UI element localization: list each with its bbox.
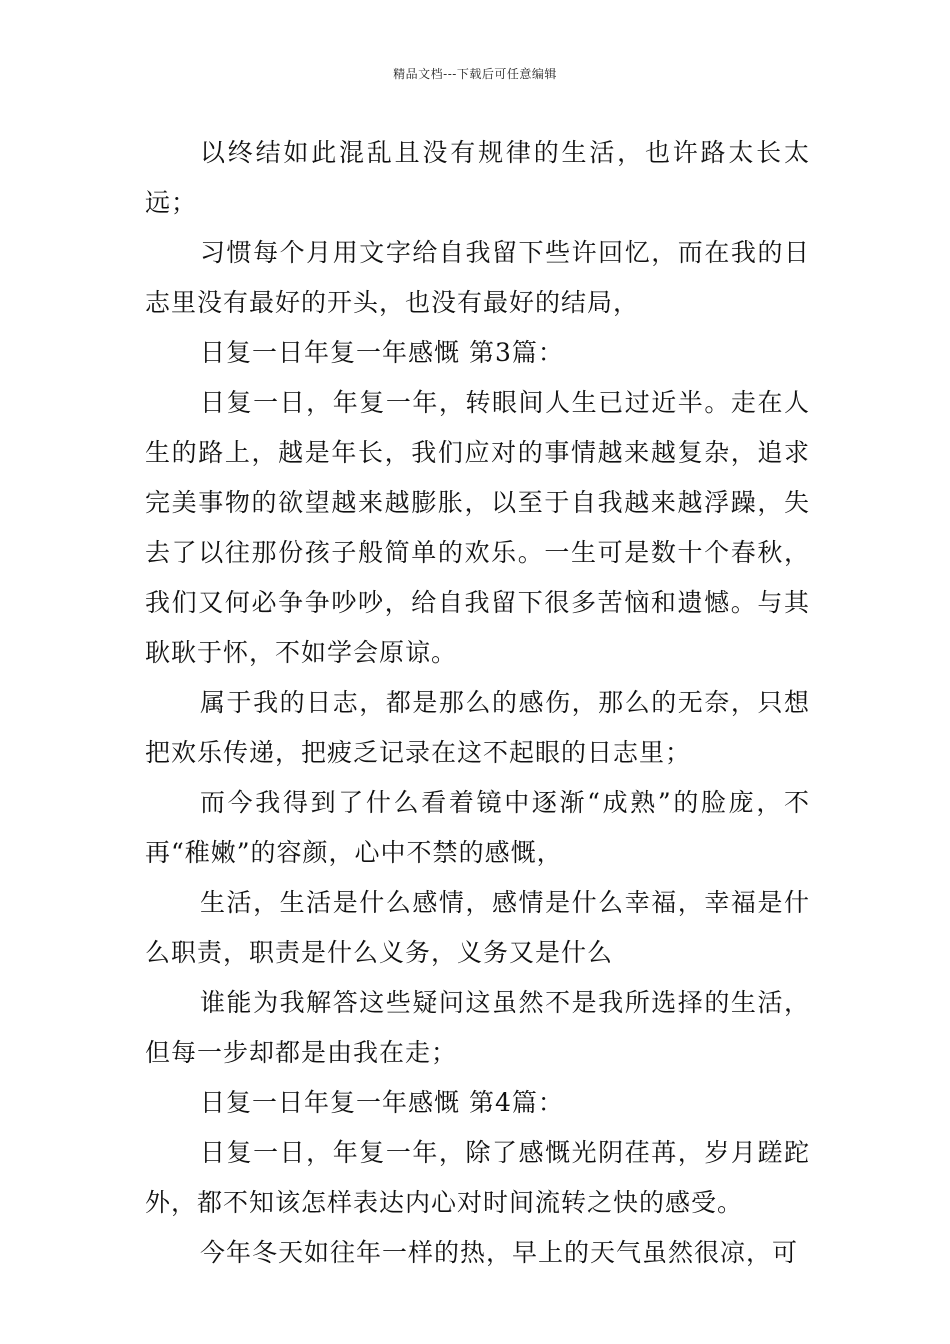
paragraph: 日复一日，年复一年，转眼间人生已过近半。走在人生的路上，越是年长，我们应对的事情越来越复杂，追求完美事物的欲望越来越膨胀，以至于自我越来越浮躁，失去了以往那份孩子般简单的欢乐。一生可是数十个春秋，我们又何必争争吵吵，给自我留下很多苦恼和遗憾。与其耿耿于怀，不如学会原谅。 <box>145 388 810 667</box>
paragraph: 今年冬天如往年一样的热，早上的天气虽然很凉，可 <box>200 1238 799 1267</box>
paragraph: 日复一日，年复一年，除了感慨光阴荏苒，岁月蹉跎外，都不知该怎样表达内心对时间流转之快的感受。 <box>145 1138 810 1217</box>
paragraph: 谁能为我解答这些疑问这虽然不是我所选择的生活，但每一步却都是由我在走； <box>145 988 810 1067</box>
paragraph: 而今我得到了什么看着镜中逐渐“成熟”的脸庞，不再“稚嫩”的容颜，心中不禁的感慨， <box>145 788 810 867</box>
paragraph: 习惯每个月用文字给自我留下些许回忆，而在我的日志里没有最好的开头，也没有最好的结局， <box>145 238 810 317</box>
paragraph: 属于我的日志，都是那么的感伤，那么的无奈，只想把欢乐传递，把疲乏记录在这不起眼的日志里； <box>145 688 810 767</box>
page-header: 精品文档---下载后可任意编辑 <box>393 67 557 81</box>
section-heading: 日复一日年复一年感慨 第3篇： <box>200 338 564 367</box>
document-body <box>145 128 810 1278</box>
section-heading: 日复一日年复一年感慨 第4篇： <box>200 1088 564 1117</box>
paragraph: 以终结如此混乱且没有规律的生活，也许路太长太远； <box>145 138 810 217</box>
paragraph: 生活，生活是什么感情，感情是什么幸福，幸福是什么职责，职责是什么义务，义务又是什么 <box>145 888 810 967</box>
